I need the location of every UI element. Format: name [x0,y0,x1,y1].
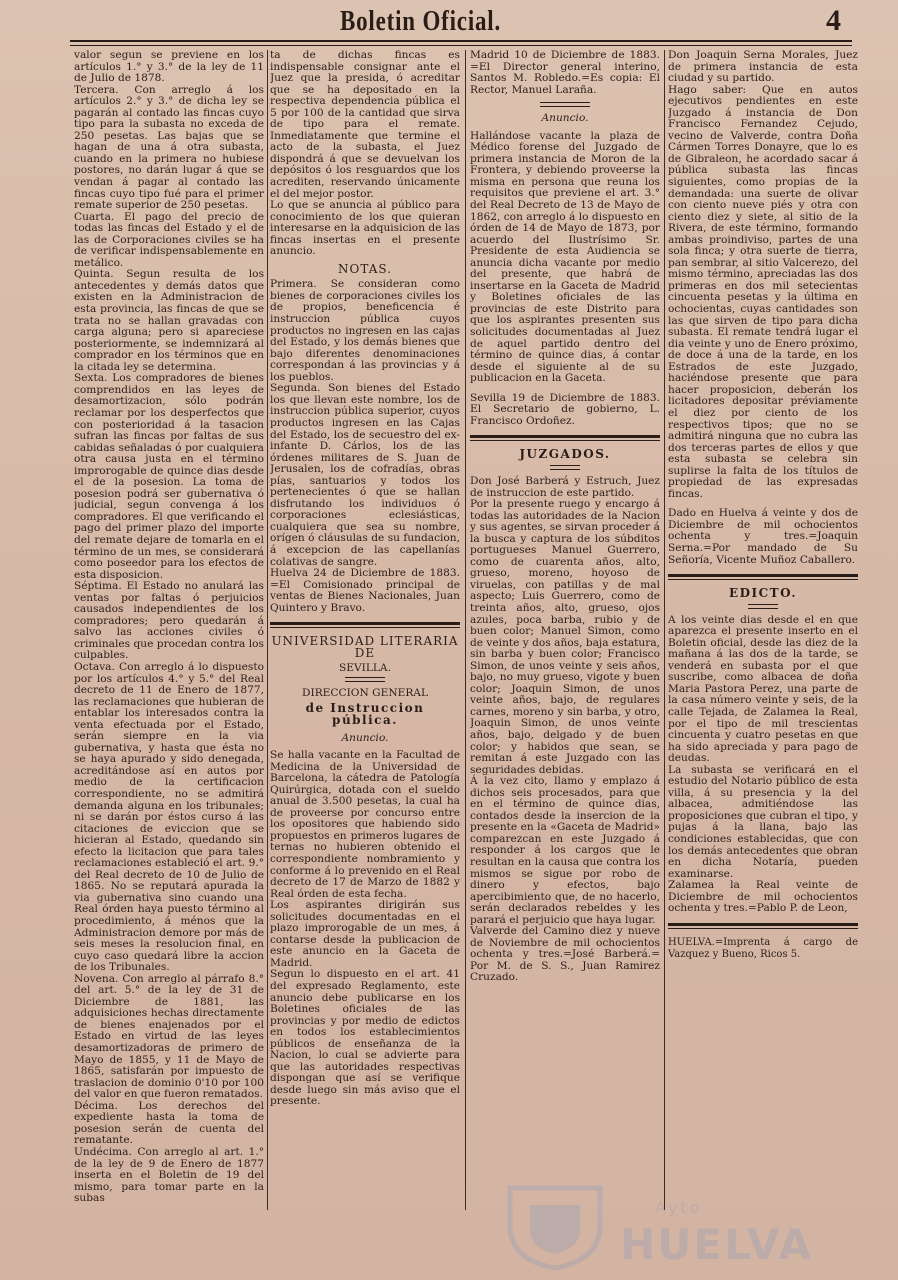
section-rule [668,574,858,580]
paragraph: Séptima. El Estado no anulará las ventas por faltas ó perjuicios causados independientes de los compradores; pero quedarán á salvo las acciones civiles ó criminales que procedan contra los culpables. [74,580,264,662]
column-divider [267,50,268,1210]
paragraph: Hallándose vacante la plaza de Médico forense del Juzgado de primera instancia de Moron de la Frontera, y debiendo proveerse la misma en persona que reuna los requisitos que previene el art. 3.° del Real Decreto de 13 de Mayo de 1862, con arreglo á lo dispuesto en órden de 14 de Mayo de 1873, por acuerdo del Ilustrísimo Sr. Presidente de esta Audiencia se anuncia dicha vacante por medio del presente, que habrá de insertarse en la Gaceta de Madrid y Boletines oficiales de las provincias de este Distrito para que los aspirantes presenten sus solicitudes documentadas al Juez de aquel partido dentro del término de quince dias, á contar desde el siguiente al de su publicacion en la Gaceta. [470,129,660,385]
paragraph: Don José Barberá y Estruch, Juez de instruccion de este partido. [470,474,660,499]
paragraph: Á la vez cito, llamo y emplazo á dichos seis procesados, para que en el término de quince dias, contados desde la insercion de la presente en la «Gaceta de Madrid» comparezcan en este Juzgado á responder á los cargos que le resultan en la causa que contra los mismos se sigue por robo de dinero y efectos, bajo apercibimiento que, de no hacerlo, serán declarados rebeldes y les parará el perjuicio que haya lugar. [470,775,660,926]
paragraph: Primera. Se consideran como bienes de corporaciones civiles los de propios, beneficencia é instruccion pública cuyos productos no ingresen en las cajas del Estado, y los demás bienes que bajo diferentes denominaciones correspondan á las provincias y á los pueblos. [270,278,460,383]
paragraph: Sexta. Los compradores de bienes comprendidos en las leyes de desamortizacion, sólo podrán reclamar por los desperfectos que con posterioridad á la tasacion sufran las fincas por faltas de sus cabidas señaladas ó por cualquiera otra causa justa en el término improrogable de quince dias desde el de la posesion. La toma de posesion podrá ser gubernativa ó judicial, segun convenga á los compradores. El que verificando el pago del primer plazo del importe del remate dejare de tomarla en el término de un mes, se considerará como poseedor para los efectos de esta disposicion. [74,372,264,581]
ornament-rule [550,465,580,470]
paragraph: Lo que se anuncia al público para conocimiento de los que quieran interesarse en la adquisicion de las fincas insertas en el presente anuncio. [270,199,460,258]
masthead [0,0,898,46]
edicto-heading: EDICTO. [728,586,798,601]
paragraph: valor segun se previene en los artículos 1.° y 3.° de la ley de 11 de Julio de 1878. [74,50,264,85]
paragraph: Por la presente ruego y encargo á todas las autoridades de la Nacion y sus agentes, se sirvan proceder á la busca y captura de los súbditos portugueses Manuel Guerrero, como de cuarenta años, alto, grueso, moreno, hoyoso de viruelas, con patillas y de mal aspecto; Luis Guerrero, como de treinta años, alto, grueso, ojos azules, poca barba, rubio y de buen color; Manuel Simon, como de veinte y dos años, baja estatura, sin barba y buen color; Francisco Simon, de unos veinte y seis años, bajo, no muy grueso, vigote y buen color; Joaquin Simon, de unos veinte años, bajo, de regulares carnes, moreno y sin barba, y otro, Joaquin Simon, de unos veinte años, bajo, delgado y de buen color; y habidos que sean, se remitan á este Juzgado con las seguridades debidas. [470,498,660,776]
watermark-small-text: Ayto [655,1198,703,1217]
signature: Huelva 24 de Diciembre de 1883. =El Comisionado principal de ventas de Bienes Nacionales, Juan Quintero y Bravo. [270,567,460,614]
paragraph: Décima. Los derechos del expediente hasta la toma de posesion serán de cuenta del rematante. [74,1099,264,1147]
column-2 [270,50,460,1210]
shield-icon [500,1180,610,1270]
paragraph: ta de dichas fincas es indispensable consignar ante el Juez que la presida, ó acreditar que se ha depositado en la respectiva dependencia pública el 5 por 100 de la cantidad que sirva de tipo para el remate. Inmediatamente que termine el acto de la subasta, el Juez dispondrá á que se devuelvan los depósitos ó los resguardos que los acrediten, reservando únicamente el del mejor postor. [270,50,460,200]
page-number: 4 [826,4,841,37]
direccion-heading: DIRECCION GENERAL [302,686,428,699]
anuncio-heading: Anuncio. [341,731,389,744]
paragraph: La subasta se verificará en el estudio del Notario público de esta villa, á su presencia y la del albacea, admitiéndose las proposiciones que cubran el tipo, y pujas á la llana, bajo las condiciones establecidas, que con los demás antecedentes que obran en dicha Notaría, pueden examinarse. [668,763,858,880]
paragraph: Tercera. Con arreglo á los artículos 2.° y 3.° de dicha ley se pagarán al contado las fincas cuyo tipo para la subasta no exceda de 250 pesetas. Las bajas que se hagan de una á otra subasta, cuando en la primera no hubiese postores, no darán lugar á que se vendan á pagar al contado las fincas cuyo tipo fué para el primer remate superior de 250 pesetas. [74,83,264,212]
anuncio-heading: Anuncio. [541,112,589,125]
paragraph: Se halla vacante en la Facultad de Medicina de la Universidad de Barcelona, la cátedra de Patología Quirúrgica, dotada con el sueldo anual de 3.500 pesetas, la cual ha de proveerse por concurso entre los opositores que habiendo sido propuestos en primeros lugares de ternas no hubieren obtenido el correspondiente nombramiento y conforme á lo prevenido en el Real decreto de 17 de Marzo de 1882 y Real órden de esta fecha. [270,749,460,900]
watermark [500,1180,830,1270]
signature: Madrid 10 de Diciembre de 1883. =El Director general interino, Santos M. Robledo.=Es copia: El Rector, Manuel Laraña. [470,50,660,96]
paragraph: Octava. Con arreglo á lo dispuesto por los artículos 4.° y 5.° del Real decreto de 11 de Enero de 1877, las reclamaciones que hubieran de entablar los interesados contra la venta efectuada por el Estado, serán siempre en la via gubernativa, y hasta que ésta no se haya apurado y sido denegada, acreditándose así en autos por medio de la certificacion correspondiente, no se admitirá demanda alguna en los tribunales; ni se darán por éstos curso á las citaciones de eviccion que se hicieran al Estado, quedando sin efecto la licitacion que para tales reclamaciones estableció el art. 9.° del Real decreto de 10 de Julio de 1865. No se reputará apurada la via gubernativa sino cuando una Real órden haya puesto término al procedimiento, á ménos que la Administracion demore por más de seis meses la resolucion final, en cuyo caso quedará libre la accion de los Tribunales. [74,660,264,974]
column-3 [470,50,660,1210]
paragraph: Novena. Con arreglo al párrafo 8.° del art. 5.° de la ley de 31 de Diciembre de 1881, las adquisiciones hechas directamente de bienes enajenados por el Estado en virtud de las leyes desamortizadoras de primero de Mayo de 1855, y 11 de Mayo de 1865, satisfarán por impuesto de traslacion de dominio 0'10 por 100 del valor en que fueron rematados. [74,972,264,1101]
paragraph: Undécima. Con arreglo al art. 1.° de la ley de 9 de Enero de 1877 inserta en el Boletin de 19 del mismo, para tomar parte en la subas [74,1145,264,1205]
imprint: HUELVA.=Imprenta á cargo de Vazquez y Bueno, Ricos 5. [668,936,858,960]
university-heading: UNIVERSIDAD LITERARIA DE [271,634,459,660]
column-1 [74,50,264,1210]
ornament-rule [748,604,778,609]
masthead-rule [70,40,852,46]
notas-heading: NOTAS. [338,261,392,276]
paragraph: Don Joaquin Serna Morales, Juez de primera instancia de esta ciudad y su partido. [668,50,858,85]
column-divider [664,50,665,1210]
column-4 [668,50,858,1210]
ornament-rule [540,102,590,107]
paragraph: Segunda. Son bienes del Estado los que llevan este nombre, los de instruccion pública superior, cuyos productos ingresen en las Cajas del Estado, los de secuestro del ex-infante D. Cárlos, los de las órdenes militares de S. Juan de Jerusalen, los de cofradías, obras pías, santuarios y todos los pertenecientes ó que se hallan disfrutando los individuos ó corporaciones eclesiásticas, cualquiera que sea su nombre, orígen ó cláusulas de su fundacion, á excepcion de las capellanías colativas de sangre. [270,382,460,568]
signature: Dado en Huelva á veinte y dos de Diciembre de mil ochocientos ochenta y tres.=Joaquin Serna.=Por mandado de Su Señoría, Vicente Muñoz Caballero. [668,507,858,566]
instruccion-heading: de Instruccion pública. [305,701,425,727]
juzgados-heading: JUZGADOS. [519,447,611,462]
paragraph: Los aspirantes dirigirán sus solicitudes documentadas en el plazo improrogable de un mes, á contarse desde la publicacion de este anuncio en la Gaceta de Madrid. [270,899,460,969]
section-rule [470,435,660,441]
paragraph: Quinta. Segun resulta de los antecedentes y demás datos que existen en la Administracion de esta provincia, las fincas de que se trata no se hallan gravadas con carga alguna; pero si apareciese posteriormente, se indemnizará al comprador en los términos que en la citada ley se determina. [74,268,264,373]
masthead-title: Boletin Oficial. [340,6,502,37]
paragraph: Segun lo dispuesto en el art. 41 del expresado Reglamento, este anuncio debe publicarse en los Boletines oficiales de las provincias y por medio de edictos en todos los establecimientos públicos de enseñanza de la Nacion, lo cual se advierte para que las autoridades respectivas dispongan que así se verifique desde luego sin más aviso que el presente. [270,968,460,1108]
signature: Valverde del Camino diez y nueve de Noviembre de mil ochocientos ochenta y tres.=José Barberá.= Por M. de S. S., Juan Ramirez Cruzado. [470,925,660,984]
paragraph: Hago saber: Que en autos ejecutivos pendientes en este Juzgado á instancia de Don Francisco Fernandez Cejudo, vecino de Valverde, contra Doña Cármen Torres Donayre, que lo es de Gibraleon, he acordado sacar á pública subasta las fincas siguientes, como propias de la demandada: una suerte de olivar con ciento nueve piés y otra con ciento diez y siete, al sitio de la Rivera, de este término, formando ambas proindiviso, partes de una sola finca; y otra suerte de tierra, pan sembrar, al sitio Valcerezo, del mismo término, apreciadas las dos primeras en dos mil setecientas cincuenta pesetas y la última en ochocientas, cuyas cantidades son las que sirven de tipo para dicha subasta. El remate tendrá lugar el dia veinte y uno de Enero próximo, de doce á una de la tarde, en los Estrados de este Juzgado, haciéndose presente que para hacer proposicion, deberán los licitadores depositar préviamente el diez por ciento de los respectivos tipos; que no se admitirá ninguna que no cubra las dos terceras partes de ellos y que esta subasta se celebra sin suplirse la falta de los títulos de propiedad de las expresadas fincas. [668,83,858,500]
section-rule [668,923,858,929]
signature: Zalamea la Real veinte de Diciembre de mil ochocientos ochenta y tres.=Pablo P. de Leon, [668,879,858,915]
watermark-text: HUELVA [620,1220,814,1269]
university-city: SEVILLA. [339,662,391,675]
paragraph: Cuarta. El pago del precio de todas las fincas del Estado y el de las de Corporaciones civiles se ha de verificar indispensablemente en metálico. [74,210,264,269]
section-rule [270,622,460,628]
column-divider [465,50,466,1210]
paragraph: A los veinte dias desde el en que aparezca el presente inserto en el Boletin oficial, desde las diez de la mañana á las dos de la tarde, se venderá en subasta por el que suscribe, como albacea de doña Maria Pastora Perez, una parte de la casa número veinte y seis, de la calle Tejada, de Zalamea la Real, por el tipo de mil trescientas cincuenta y cuatro pesetas en que ha sido apreciada y para pago de deudas. [668,613,858,765]
signature: Sevilla 19 de Diciembre de 1883. El Secretario de gobierno, L. Francisco Ordoñez. [470,391,660,427]
ornament-rule [345,677,385,682]
